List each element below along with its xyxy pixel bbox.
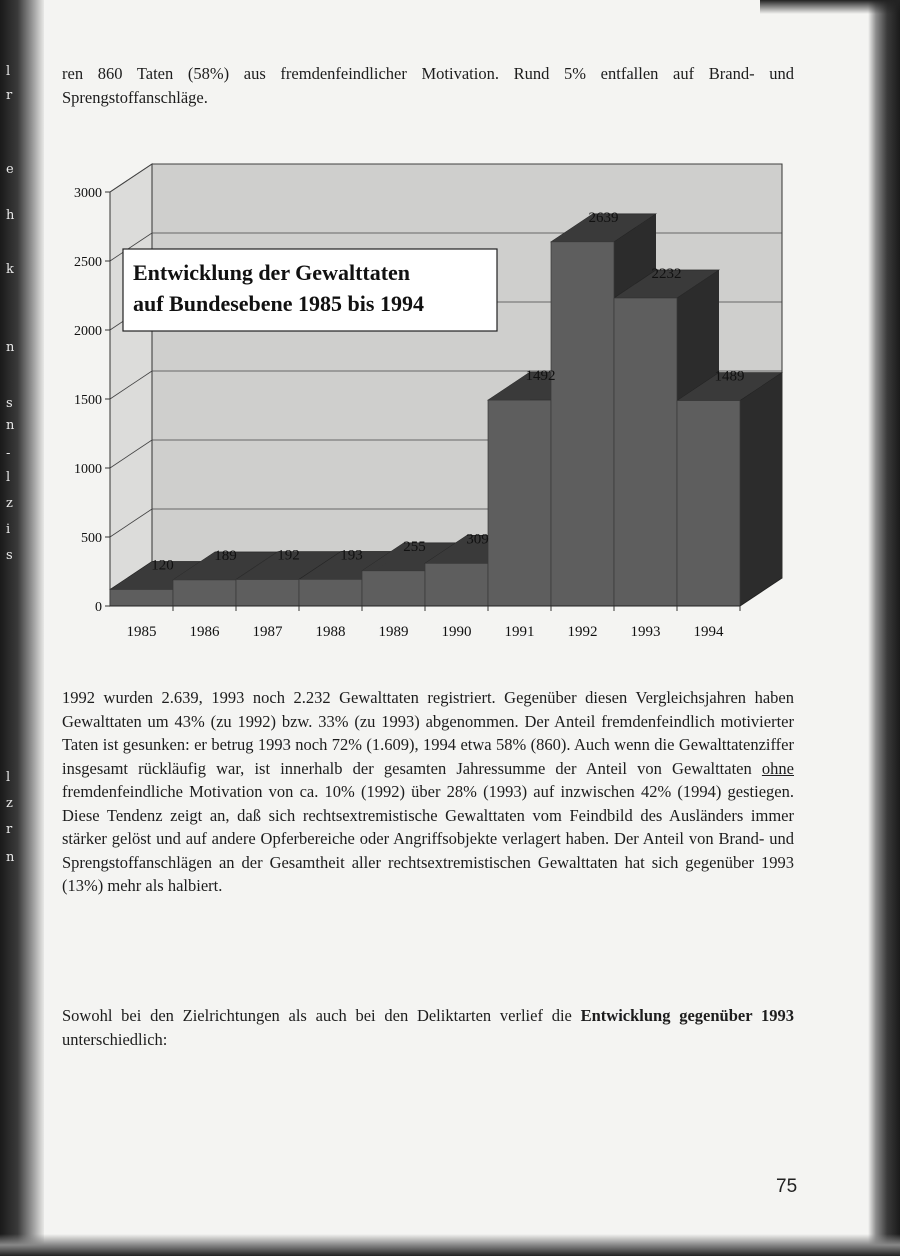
chart-title-line-1: Entwicklung der Gewalttaten (133, 260, 411, 285)
y-tick-label: 1000 (74, 462, 102, 477)
x-tick-label: 1988 (315, 624, 346, 640)
x-tick-label: 1993 (630, 624, 661, 640)
margin-mark: r (6, 88, 13, 103)
x-tick-label: 1987 (252, 624, 283, 640)
data-label: 192 (277, 547, 300, 564)
bar (173, 580, 236, 606)
margin-mark: i (6, 522, 11, 537)
bar (677, 401, 740, 606)
second-paragraph (62, 1004, 794, 1051)
bar (110, 589, 173, 606)
page-shadow-bottom (0, 1234, 900, 1256)
bar (488, 400, 551, 606)
margin-mark: e (6, 162, 14, 177)
violence-chart (60, 150, 790, 650)
paragraph-1-text-b: fremdenfeindliche Motivation von ca. 10% (1992) über 28% (1993) auf inzwischen 42% (1994) gestiegen. Diese Tendenz zeigt an, daß sich rechtsextremistische Gewalttaten vom Feindbild des Ausländers immer stärker gelöst und auf andere Opferbereiche oder Angriffsobjekte verlagert haben. Der Anteil von Brand- und Sprengstoffanschlägen an der Gesamtheit aller rechtsextremistischen Gewalttaten hat sich gegenüber 1993 (13%) mehr als halbiert. (62, 782, 794, 895)
page-shadow-right (868, 0, 900, 1256)
x-axis (127, 606, 741, 640)
bar (236, 580, 299, 606)
margin-mark: k (6, 262, 14, 277)
margin-mark: - (6, 446, 11, 461)
bar (551, 242, 614, 606)
y-tick-label: 2500 (74, 255, 102, 270)
margin-mark: l (6, 470, 11, 485)
intro-text: ren 860 Taten (58%) aus fremdenfeindlicher Motivation. Rund 5% entfallen auf Brand- und Sprengstoffanschläge. (62, 64, 794, 107)
y-tick-label: 500 (81, 531, 102, 546)
paragraph-2-text-a: Sowohl bei den Zielrichtungen als auch bei den Deliktarten verlief die (62, 1006, 581, 1025)
data-label: 255 (403, 538, 426, 555)
intro-paragraph (62, 62, 794, 109)
data-label: 309 (466, 531, 489, 548)
chart-svg (60, 150, 790, 650)
margin-mark: r (6, 822, 13, 837)
y-tick-label: 0 (95, 600, 102, 615)
data-label: 120 (151, 557, 174, 574)
bar (299, 579, 362, 606)
margin-marks (0, 0, 20, 1256)
margin-mark: l (6, 64, 11, 79)
paragraph-2 (62, 1004, 794, 1051)
page-shadow-top (760, 0, 900, 14)
margin-mark: z (6, 796, 13, 811)
bar (614, 298, 677, 606)
x-tick-label: 1986 (189, 624, 220, 640)
margin-mark: h (6, 208, 15, 223)
x-tick-label: 1990 (441, 624, 472, 640)
margin-mark: n (6, 340, 15, 355)
margin-mark: z (6, 496, 13, 511)
paragraph-1-text-a: 1992 wurden 2.639, 1993 noch 2.232 Gewalttaten registriert. Gegenüber diesen Vergleichsjahren haben Gewalttaten um 43% (zu 1992) bzw. 33% (zu 1993) abgenommen. Der Anteil fremdenfeindlich motivierter Taten ist gesunken: er betrug 1993 noch 72% (1.609), 1994 etwa 58% (860). Auch wenn die Gewalttatenziffer insgesamt rückläufig war, ist innerhalb der gesamten Jahressumme der Anteil von Gewalttaten (62, 688, 794, 778)
data-label: 1489 (714, 368, 745, 385)
data-label: 2639 (588, 209, 619, 226)
y-tick-label: 3000 (74, 186, 102, 201)
y-tick-label: 2000 (74, 324, 102, 339)
data-label: 1492 (525, 368, 556, 385)
data-label: 189 (214, 547, 237, 564)
x-tick-label: 1991 (504, 624, 535, 640)
margin-mark: n (6, 850, 15, 865)
data-label: 2232 (651, 265, 682, 282)
x-tick-label: 1992 (567, 624, 598, 640)
margin-mark: s (6, 548, 13, 563)
data-label: 193 (340, 547, 363, 564)
bold-phrase: Entwicklung gegenüber 1993 (580, 1006, 795, 1025)
x-tick-label: 1989 (378, 624, 409, 640)
bar-side (740, 373, 782, 606)
underlined-word: ohne (761, 758, 794, 778)
paragraph-2-text-b: unterschiedlich: (62, 1029, 168, 1049)
chart-title-line-2: auf Bundesebene 1985 bis 1994 (133, 291, 424, 316)
margin-mark: s (6, 396, 13, 411)
page-number: 75 (776, 1176, 798, 1197)
x-tick-label: 1994 (693, 624, 724, 640)
margin-mark: n (6, 418, 15, 433)
y-tick-label: 1500 (74, 393, 102, 408)
paragraph-1 (62, 686, 794, 898)
x-tick-label: 1985 (126, 624, 157, 640)
chart-title-box (123, 249, 497, 331)
bar (425, 563, 488, 606)
bar (362, 571, 425, 606)
margin-mark: l (6, 770, 11, 785)
main-paragraph (62, 686, 794, 898)
